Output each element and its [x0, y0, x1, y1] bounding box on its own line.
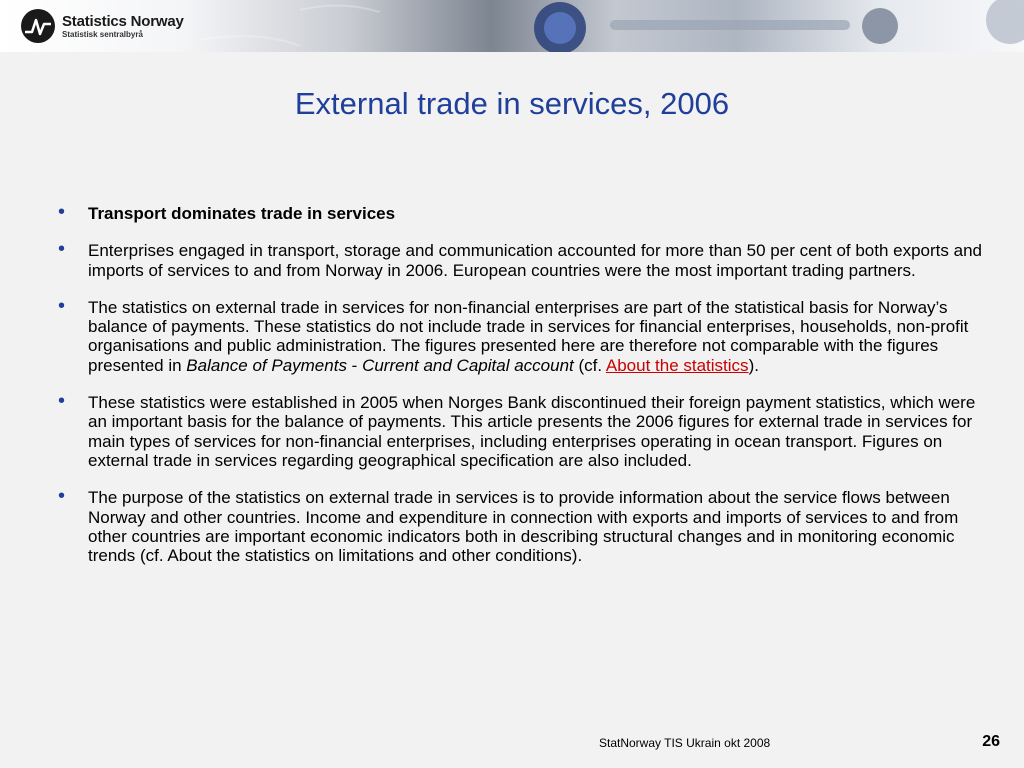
page-number: 26 — [982, 733, 1000, 750]
bullet-item — [58, 390, 998, 470]
bullet-text: The statistics on external trade in services for non-financial enterprises are part of the statistical basis for Norway’s balance of payments. These statistics do not include trade in services for financial enterprises, households, non-profit organisations and public administration. The figures presented here are therefore not comparable with the figures presented in — [88, 297, 969, 375]
separator: - — [346, 355, 363, 375]
slide-title: External trade in services, 2006 — [294, 86, 730, 121]
bullet-item — [58, 294, 998, 375]
cf-text: (cf. — [573, 355, 606, 375]
footer-text: StatNorway TIS Ukrain okt 2008 — [599, 736, 771, 750]
bullet-item — [58, 485, 998, 566]
bullet-icon: • — [58, 485, 66, 508]
logo — [20, 8, 184, 44]
bullet-icon: • — [58, 238, 66, 261]
bullet-item — [58, 201, 998, 223]
publication-title: Balance of Payments — [186, 355, 347, 375]
logo-mark-icon — [20, 8, 56, 44]
bullet-text: Enterprises engaged in transport, storage and communication accounted for more than 50 per cent of both exports and imports of services to and from Norway in 2006. European countries were the most important trading partners. — [88, 241, 982, 280]
closing-text: ). — [748, 355, 759, 375]
bullet-list — [58, 201, 998, 566]
bullet-text: Transport dominates trade in services — [88, 204, 396, 223]
logo-name: Statistics Norway — [62, 12, 184, 30]
publication-subtitle: Current and Capital account — [362, 355, 574, 375]
bullet-text: The purpose of the statistics on external trade in services is to provide information about the service flows between Norway and other countries. Income and expenditure in connection with exports and imports of services to and from other countries are important economic indicators both in describing structural changes and in monitoring economic trends (cf. About the statistics on limitations and other conditions). — [88, 488, 959, 566]
bullet-text: These statistics were established in 2005 when Norges Bank discontinued their foreign payment statistics, which were an important basis for the balance of payments. This article presents the 2006 figures for external trade in services for main types of services for non-financial enterprises, including enterprises operating in ocean transport. Figures on external trade in services regarding geographical specification are also included. — [88, 393, 976, 470]
bullet-icon: • — [58, 201, 66, 223]
bullet-icon: • — [58, 390, 66, 413]
bullet-icon: • — [58, 294, 66, 317]
bullet-item — [58, 238, 998, 280]
about-statistics-link[interactable]: About the statistics — [605, 355, 749, 375]
header-banner — [0, 0, 1024, 52]
logo-subtitle: Statistisk sentralbyrå — [62, 29, 143, 39]
